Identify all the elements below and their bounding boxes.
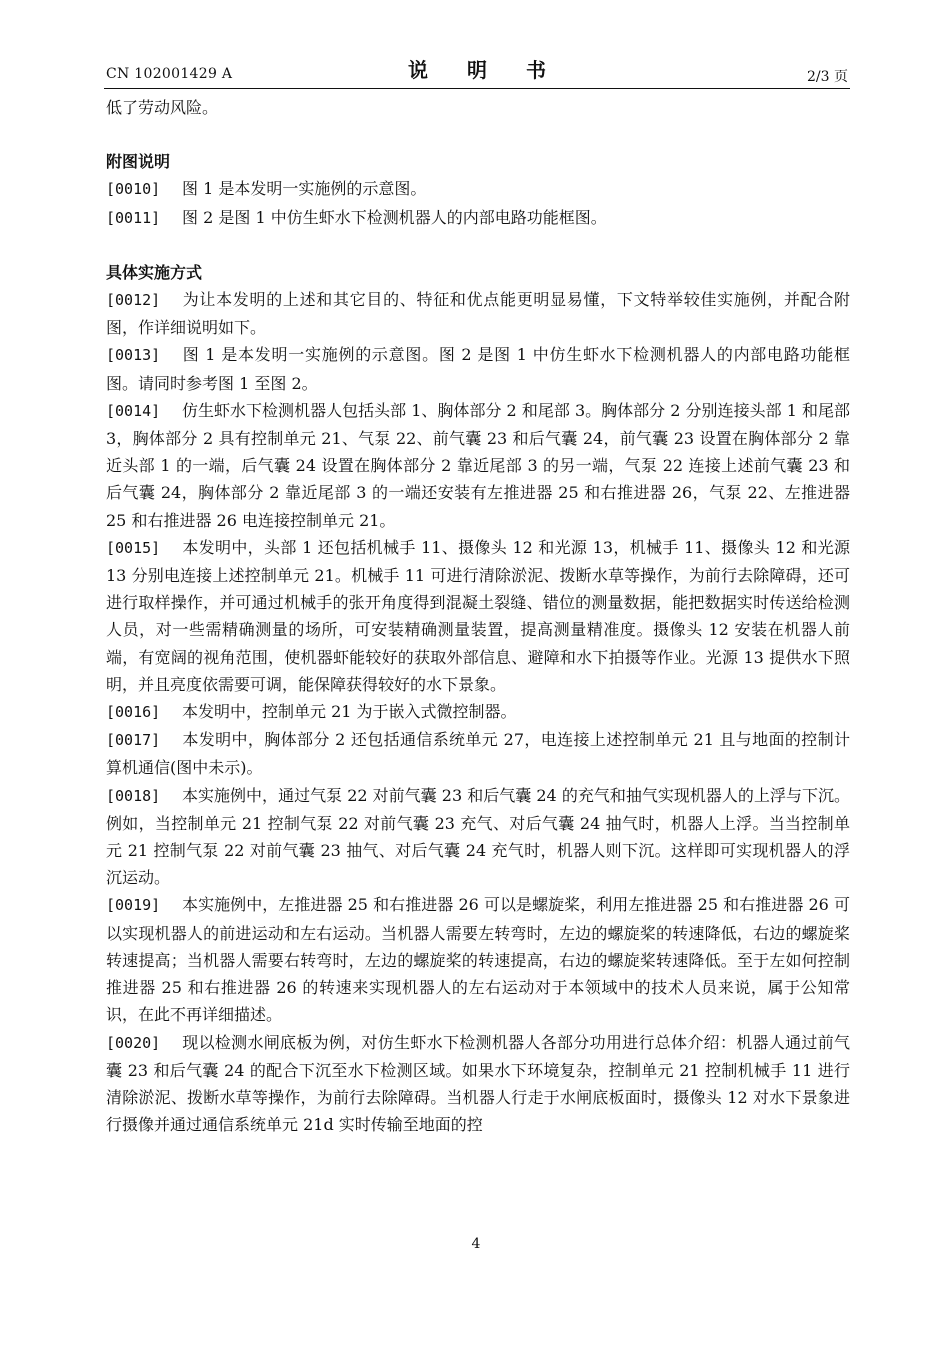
paragraph [106,782,850,892]
paragraph-text: 图 2 是图 1 中仿生虾水下检测机器人的内部电路功能框图。 [182,207,607,227]
paragraph [106,341,850,396]
paragraph-text: 图 1 是本发明一实施例的示意图。图 2 是图 1 中仿生虾水下检测机器人的内部电路功能框图。请同时参考图 1 至图 2。 [106,345,850,393]
document-number: CN 102001429 A [106,66,233,82]
paragraph [106,397,850,534]
paragraph-number: [0020] [106,1033,161,1052]
paragraph-number: [0011] [106,208,161,227]
paragraph [106,698,850,726]
paragraph [106,891,850,1028]
page-header [106,52,848,88]
paragraph [106,286,850,341]
paragraph-text: 本实施例中，左推进器 25 和右推进器 26 可以是螺旋桨，利用左推进器 25 和右推进器 26 可以实现机器人的前进运动和左右运动。当机器人需要左转弯时，左边的螺旋桨的转速降低，右边的螺旋桨转速提高；当机器人需要右转弯时，左边的螺旋桨的转速提高，右边的螺旋桨转速降低。至于左如何控制推进器 25 和右推进器 26 的转速来实现机器人的左右运动对于本领域中的技术人员来说，属于公知常识，在此不再详细描述。 [106,895,850,1025]
paragraph [106,1029,850,1139]
paragraph [106,204,850,232]
paragraph-number: [0016] [106,703,161,722]
paragraph-text: 本发明中，头部 1 还包括机械手 11、摄像头 12 和光源 13，机械手 11、摄像头 12 和光源 13 分别电连接上述控制单元 21。机械手 11 可进行清除淤泥、拨断水草等操作，为前行去除障碍，还可进行取样操作，并可通过机械手的张开角度得到混凝土裂缝、错位的测量数据，能把数据实时传送给检测人员，对一些需精确测量的场所，可安装精确测量装置，提高测量精准度。摄像头 12 安装在机器人前端，有宽阔的视角范围，使机器虾能较好的获取外部信息、避障和水下拍摄等作业。光源 13 提供水下照明，并且亮度依需要可调，能保障获得较好的水下景象。 [106,537,850,694]
page-number: 4 [471,1236,481,1252]
document-body [106,94,850,1138]
paragraph-text: 本发明中，胸体部分 2 还包括通信系统单元 27，电连接上述控制单元 21 且与地面的控制计算机通信(图中未示)。 [106,730,850,778]
page-of-label: 2/3 页 [807,69,848,85]
paragraph [106,726,850,781]
section-heading-figures: 附图说明 [106,152,171,172]
paragraph-number: [0015] [106,538,161,557]
paragraph-number: [0010] [106,180,161,199]
paragraph-text: 图 1 是本发明一实施例的示意图。 [182,179,427,199]
intro-tail: 低了劳动风险。 [106,98,219,117]
paragraph-text: 仿生虾水下检测机器人包括头部 1、胸体部分 2 和尾部 3。胸体部分 2 分别连接头部 1 和尾部 3，胸体部分 2 具有控制单元 21、气泵 22、前气囊 23 和后气囊 24，前气囊 23 设置在胸体部分 2 靠近头部 1 的一端，后气囊 24 设置在胸体部分 2 靠近尾部 3 的另一端，气泵 22 连接上述前气囊 23 和后气囊 24，胸体部分 2 靠近尾部 3 的一端还安装有左推进器 25 和右推进器 26，气泵 22、左推进器 25 和右推进器 26 电连接控制单元 21。 [106,400,850,530]
paragraph-number: [0013] [106,346,161,365]
paragraph-text: 本实施例中，通过气泵 22 对前气囊 23 和后气囊 24 的充气和抽气实现机器人的上浮与下沉。例如，当控制单元 21 控制气泵 22 对前气囊 23 充气、对后气囊 24 抽气时，机器人上浮。当当控制单元 21 控制气泵 22 对前气囊 23 抽气、对后气囊 24 充气时，机器人则下沉。这样即可实现机器人的浮沉运动。 [106,785,850,888]
paragraph [106,175,850,203]
paragraph-number: [0012] [106,291,161,310]
paragraph-number: [0014] [106,401,161,420]
paragraph-text: 现以检测水闸底板为例，对仿生虾水下检测机器人各部分功用进行总体介绍：机器人通过前气囊 23 和后气囊 24 的配合下沉至水下检测区域。如果水下环境复杂，控制单元 21 控制机械手 11 进行清除淤泥、拨断水草等操作，为前行去除障碍。当机器人行走于水闸底板面时，摄像头 12 对水下景象进行摄像并通过通信系统单元 21d 实时传输至地面的控 [106,1032,850,1135]
header-rule [104,88,850,89]
paragraph-text: 为让本发明的上述和其它目的、特征和优点能更明显易懂，下文特举较佳实施例，并配合附图，作详细说明如下。 [106,290,850,338]
paragraph-number: [0018] [106,786,161,805]
paragraph-text: 本发明中，控制单元 21 为于嵌入式微控制器。 [182,702,517,722]
paragraph [106,534,850,698]
document-title: 说 明 书 [408,58,562,82]
paragraph-number: [0017] [106,731,161,750]
section-heading-embodiment: 具体实施方式 [106,262,203,282]
paragraph-number: [0019] [106,896,161,915]
